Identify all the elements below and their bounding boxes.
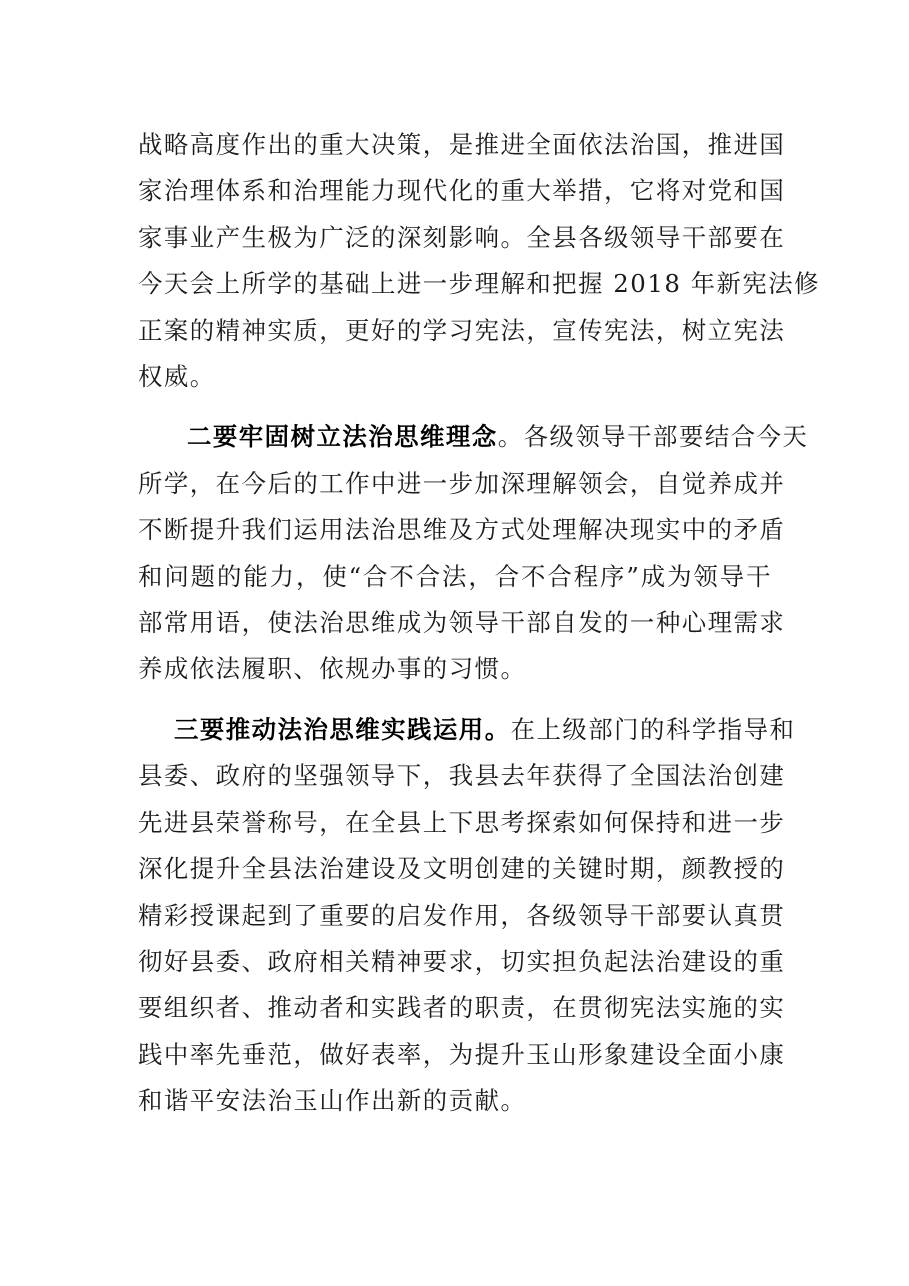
text-line: 和谐平安法治玉山作出新的贡献。: [138, 1086, 527, 1116]
paragraph-heading: 二要牢固树立法治思维理念: [187, 422, 498, 452]
paragraph-1: [138, 122, 821, 400]
text-line: 家事业产生极为广泛的深刻影响。全县各级领导干部要在: [138, 222, 786, 252]
text-line: 所学，在今后的工作中进一步加深理解领会，自觉养成并: [138, 468, 786, 498]
text-line: 部常用语，使法治思维成为领导干部自发的一种心理需求: [138, 608, 786, 638]
text-line: 家治理体系和治理能力现代化的重大举措，它将对党和国: [138, 176, 786, 206]
text-line: 今天会上所学的基础上进一步理解和把握 2018 年新宪法修: [138, 269, 821, 299]
paragraph-first-line: [138, 414, 809, 460]
heading-continuation: 。各级领导干部要结合今天: [497, 422, 809, 452]
text-line: 和问题的能力，使“合不合法，合不合程序”成为领导干: [138, 561, 772, 591]
document-body: [138, 122, 821, 1125]
text-line: 深化提升全县法治建设及文明创建的关键时期，颜教授的: [138, 854, 786, 884]
paragraph-heading: 三要推动法治思维实践运用。: [174, 714, 511, 744]
text-line: 要组织者、推动者和实践者的职责，在贯彻宪法实施的实: [138, 993, 786, 1023]
text-line: 权威。: [138, 362, 216, 392]
text-line: 正案的精神实质，更好的学习宪法，宣传宪法，树立宪法: [138, 315, 786, 345]
heading-continuation: 在上级部门的科学指导和: [510, 714, 796, 744]
text-line: 不断提升我们运用法治思维及方式处理解决现实中的矛盾: [138, 515, 786, 545]
text-line: 精彩授课起到了重要的启发作用，各级领导干部要认真贯: [138, 900, 786, 930]
text-line: 战略高度作出的重大决策，是推进全面依法治国，推进国: [138, 130, 786, 159]
paragraph-2: [138, 414, 809, 692]
text-line: 践中率先垂范，做好表率，为提升玉山形象建设全面小康: [138, 1039, 786, 1069]
text-line: 县委、政府的坚强领导下，我县去年获得了全国法治创建: [138, 761, 786, 791]
text-line: 养成依法履职、依规办事的习惯。: [138, 654, 527, 684]
text-line: 先进县荣誉称号，在全县上下思考探索如何保持和进一步: [138, 807, 786, 837]
text-line: 彻好县委、政府相关精神要求，切实担负起法治建设的重: [138, 946, 786, 976]
paragraph-3: [138, 707, 796, 1125]
paragraph-first-line: [138, 707, 796, 753]
